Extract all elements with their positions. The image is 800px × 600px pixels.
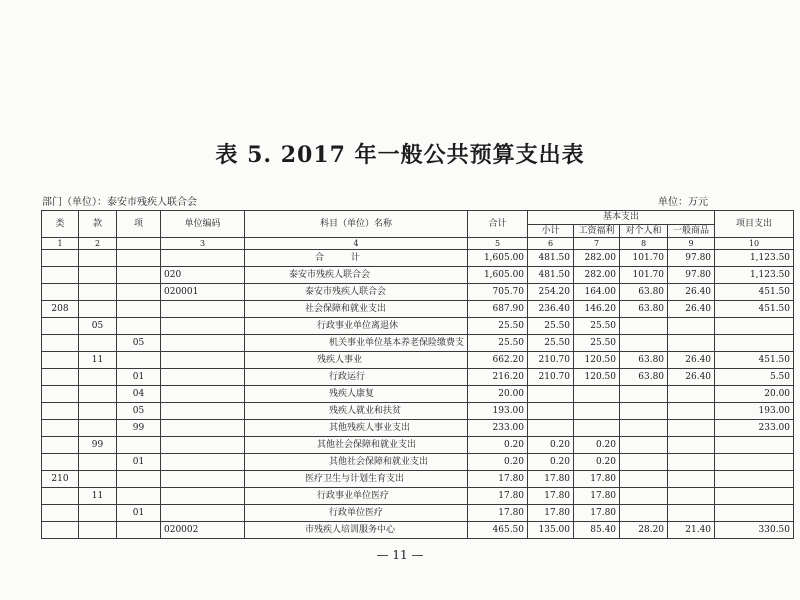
- individual-cell: [620, 335, 668, 352]
- header-general: 一般商品: [668, 225, 715, 238]
- general-cell: 26.40: [668, 301, 715, 318]
- table-row: [42, 301, 794, 318]
- lei-cell: [42, 522, 79, 539]
- individual-cell: [620, 318, 668, 335]
- project-cell: [715, 335, 794, 352]
- project-cell: 193.00: [715, 403, 794, 420]
- general-cell: [668, 471, 715, 488]
- individual-cell: [620, 386, 668, 403]
- header-salary: 工资福利: [574, 225, 620, 238]
- subject-name-cell: 泰安市残疾人联合会: [245, 267, 468, 284]
- project-cell: 1,123.50: [715, 267, 794, 284]
- salary-cell: [574, 420, 620, 437]
- index-cell: 9: [668, 238, 715, 250]
- kuan-cell: [79, 267, 117, 284]
- individual-cell: [620, 403, 668, 420]
- subtotal-cell: 481.50: [528, 267, 574, 284]
- salary-cell: 0.20: [574, 454, 620, 471]
- subject-name-cell: 其他社会保障和就业支出: [245, 437, 468, 454]
- salary-cell: 25.50: [574, 318, 620, 335]
- table-row: [42, 386, 794, 403]
- general-cell: 97.80: [668, 267, 715, 284]
- total-cell: 25.50: [468, 335, 528, 352]
- kuan-cell: [79, 505, 117, 522]
- salary-cell: 85.40: [574, 522, 620, 539]
- table-row: [42, 454, 794, 471]
- salary-cell: 120.50: [574, 369, 620, 386]
- subtotal-cell: 0.20: [528, 437, 574, 454]
- subject-name-cell: 残疾人康复: [245, 386, 468, 403]
- individual-cell: [620, 454, 668, 471]
- unit-code-cell: [161, 369, 245, 386]
- project-cell: 20.00: [715, 386, 794, 403]
- header-kuan: 款: [79, 211, 117, 238]
- total-cell: 1,605.00: [468, 250, 528, 267]
- header-row: [42, 211, 794, 225]
- header-total: 合计: [468, 211, 528, 238]
- kuan-cell: [79, 335, 117, 352]
- lei-cell: [42, 437, 79, 454]
- xiang-cell: [117, 318, 161, 335]
- subject-name-cell: 行政事业单位离退休: [245, 318, 468, 335]
- index-cell: [117, 238, 161, 250]
- subject-name-cell: 其他社会保障和就业支出: [245, 454, 468, 471]
- general-cell: [668, 505, 715, 522]
- table-row: [42, 352, 794, 369]
- subtotal-cell: 17.80: [528, 488, 574, 505]
- lei-cell: [42, 386, 79, 403]
- xiang-cell: [117, 437, 161, 454]
- subject-name-cell: 行政单位医疗: [245, 505, 468, 522]
- header-subject: 科目（单位）名称: [245, 211, 468, 238]
- total-cell: 17.80: [468, 505, 528, 522]
- total-cell: 687.90: [468, 301, 528, 318]
- project-cell: 330.50: [715, 522, 794, 539]
- general-cell: [668, 403, 715, 420]
- xiang-cell: [117, 488, 161, 505]
- salary-cell: 120.50: [574, 352, 620, 369]
- unit-code-cell: 020: [161, 267, 245, 284]
- individual-cell: [620, 505, 668, 522]
- subject-name-cell: 残疾人就业和扶贫: [245, 403, 468, 420]
- subject-name-cell: 残疾人事业: [245, 352, 468, 369]
- subtotal-cell: 135.00: [528, 522, 574, 539]
- individual-cell: 63.80: [620, 369, 668, 386]
- kuan-cell: [79, 454, 117, 471]
- table-row: [42, 369, 794, 386]
- table-row: [42, 284, 794, 301]
- individual-cell: 63.80: [620, 301, 668, 318]
- project-cell: [715, 505, 794, 522]
- project-cell: [715, 471, 794, 488]
- salary-cell: 164.00: [574, 284, 620, 301]
- total-cell: 216.20: [468, 369, 528, 386]
- subtotal-cell: 210.70: [528, 369, 574, 386]
- subject-name-cell: 医疗卫生与计划生育支出: [245, 471, 468, 488]
- xiang-cell: [117, 301, 161, 318]
- subject-name-cell: 机关事业单位基本养老保险缴费支: [245, 335, 468, 352]
- subtotal-cell: 210.70: [528, 352, 574, 369]
- subtotal-cell: 481.50: [528, 250, 574, 267]
- total-cell: 17.80: [468, 488, 528, 505]
- kuan-cell: 05: [79, 318, 117, 335]
- general-cell: [668, 335, 715, 352]
- general-cell: [668, 454, 715, 471]
- total-cell: 0.20: [468, 437, 528, 454]
- subtotal-cell: [528, 403, 574, 420]
- general-cell: 26.40: [668, 369, 715, 386]
- subtotal-cell: 25.50: [528, 335, 574, 352]
- kuan-cell: [79, 522, 117, 539]
- unit-code-cell: [161, 437, 245, 454]
- salary-cell: 17.80: [574, 505, 620, 522]
- total-cell: 662.20: [468, 352, 528, 369]
- header-lei: 类: [42, 211, 79, 238]
- unit-code-cell: [161, 301, 245, 318]
- table-row: [42, 471, 794, 488]
- table-row: [42, 318, 794, 335]
- general-cell: [668, 437, 715, 454]
- project-cell: 233.00: [715, 420, 794, 437]
- general-cell: 26.40: [668, 284, 715, 301]
- lei-cell: [42, 505, 79, 522]
- index-row: [42, 238, 794, 250]
- xiang-cell: [117, 250, 161, 267]
- page-title: 表 5. 2017 年一般公共预算支出表: [215, 142, 585, 168]
- unit-code-cell: [161, 420, 245, 437]
- header-basic: 基本支出: [528, 211, 715, 225]
- lei-cell: [42, 318, 79, 335]
- subject-name-cell: 行政事业单位医疗: [245, 488, 468, 505]
- xiang-cell: 99: [117, 420, 161, 437]
- xiang-cell: 01: [117, 505, 161, 522]
- total-cell: 465.50: [468, 522, 528, 539]
- general-cell: [668, 420, 715, 437]
- table-row: [42, 437, 794, 454]
- project-cell: 5.50: [715, 369, 794, 386]
- individual-cell: 28.20: [620, 522, 668, 539]
- general-cell: 26.40: [668, 352, 715, 369]
- index-cell: 1: [42, 238, 79, 250]
- subtotal-cell: 254.20: [528, 284, 574, 301]
- lei-cell: [42, 454, 79, 471]
- kuan-cell: [79, 250, 117, 267]
- unit-code-cell: [161, 488, 245, 505]
- project-cell: 451.50: [715, 352, 794, 369]
- individual-cell: [620, 420, 668, 437]
- salary-cell: 17.80: [574, 488, 620, 505]
- lei-cell: 208: [42, 301, 79, 318]
- kuan-cell: [79, 471, 117, 488]
- lei-cell: 210: [42, 471, 79, 488]
- unit-code-cell: [161, 352, 245, 369]
- general-cell: 97.80: [668, 250, 715, 267]
- index-cell: 3: [161, 238, 245, 250]
- header-subtotal: 小计: [528, 225, 574, 238]
- kuan-cell: [79, 369, 117, 386]
- index-cell: 10: [715, 238, 794, 250]
- lei-cell: [42, 369, 79, 386]
- index-cell: 8: [620, 238, 668, 250]
- salary-cell: [574, 386, 620, 403]
- kuan-cell: [79, 284, 117, 301]
- index-cell: 5: [468, 238, 528, 250]
- department-label: 部门（单位）：泰安市残疾人联合会: [42, 197, 197, 208]
- subtotal-cell: [528, 386, 574, 403]
- general-cell: [668, 318, 715, 335]
- budget-table: [41, 210, 794, 539]
- table-row: [42, 250, 794, 267]
- individual-cell: 63.80: [620, 284, 668, 301]
- index-cell: 4: [245, 238, 468, 250]
- unit-code-cell: 020001: [161, 284, 245, 301]
- unit-code-cell: [161, 471, 245, 488]
- lei-cell: [42, 488, 79, 505]
- kuan-cell: [79, 301, 117, 318]
- xiang-cell: 01: [117, 454, 161, 471]
- table-row: [42, 420, 794, 437]
- page-number: — 11 —: [376, 548, 424, 562]
- unit-code-cell: [161, 454, 245, 471]
- total-cell: 0.20: [468, 454, 528, 471]
- total-cell: 1,605.00: [468, 267, 528, 284]
- subtotal-cell: 17.80: [528, 471, 574, 488]
- salary-cell: 282.00: [574, 250, 620, 267]
- subject-name-cell: 市残疾人培训服务中心: [245, 522, 468, 539]
- xiang-cell: 04: [117, 386, 161, 403]
- table-row: [42, 335, 794, 352]
- subject-name-cell: 泰安市残疾人联合会: [245, 284, 468, 301]
- subject-name-cell: 其他残疾人事业支出: [245, 420, 468, 437]
- project-cell: [715, 318, 794, 335]
- total-cell: 20.00: [468, 386, 528, 403]
- kuan-cell: 11: [79, 352, 117, 369]
- table-row: [42, 522, 794, 539]
- project-cell: [715, 488, 794, 505]
- salary-cell: 0.20: [574, 437, 620, 454]
- general-cell: [668, 488, 715, 505]
- individual-cell: [620, 488, 668, 505]
- lei-cell: [42, 250, 79, 267]
- index-cell: 2: [79, 238, 117, 250]
- salary-cell: 25.50: [574, 335, 620, 352]
- subject-name-cell: 社会保障和就业支出: [245, 301, 468, 318]
- subtotal-cell: 0.20: [528, 454, 574, 471]
- xiang-cell: 05: [117, 335, 161, 352]
- lei-cell: [42, 335, 79, 352]
- subtotal-cell: 25.50: [528, 318, 574, 335]
- table-row: [42, 403, 794, 420]
- index-cell: 6: [528, 238, 574, 250]
- general-cell: 21.40: [668, 522, 715, 539]
- total-cell: 17.80: [468, 471, 528, 488]
- table-row: [42, 267, 794, 284]
- table-row: [42, 488, 794, 505]
- header-unit-code: 单位编码: [161, 211, 245, 238]
- unit-label: 单位：万元: [658, 197, 708, 208]
- header-individual: 对个人和: [620, 225, 668, 238]
- table-row: [42, 505, 794, 522]
- salary-cell: 146.20: [574, 301, 620, 318]
- salary-cell: 17.80: [574, 471, 620, 488]
- individual-cell: 63.80: [620, 352, 668, 369]
- xiang-cell: 01: [117, 369, 161, 386]
- kuan-cell: [79, 420, 117, 437]
- project-cell: [715, 454, 794, 471]
- unit-code-cell: [161, 386, 245, 403]
- total-cell: 193.00: [468, 403, 528, 420]
- project-cell: 1,123.50: [715, 250, 794, 267]
- subject-name-cell: 合 计: [245, 250, 468, 267]
- project-cell: [715, 437, 794, 454]
- lei-cell: [42, 420, 79, 437]
- unit-code-cell: 020002: [161, 522, 245, 539]
- unit-code-cell: [161, 403, 245, 420]
- unit-code-cell: [161, 250, 245, 267]
- lei-cell: [42, 267, 79, 284]
- individual-cell: [620, 437, 668, 454]
- total-cell: 233.00: [468, 420, 528, 437]
- kuan-cell: 99: [79, 437, 117, 454]
- header-project: 项目支出: [715, 211, 794, 238]
- salary-cell: 282.00: [574, 267, 620, 284]
- xiang-cell: [117, 267, 161, 284]
- individual-cell: 101.70: [620, 250, 668, 267]
- xiang-cell: [117, 522, 161, 539]
- subtotal-cell: [528, 420, 574, 437]
- unit-code-cell: [161, 318, 245, 335]
- individual-cell: [620, 471, 668, 488]
- kuan-cell: 11: [79, 488, 117, 505]
- kuan-cell: [79, 386, 117, 403]
- lei-cell: [42, 284, 79, 301]
- subtotal-cell: 236.40: [528, 301, 574, 318]
- project-cell: 451.50: [715, 301, 794, 318]
- index-cell: 7: [574, 238, 620, 250]
- total-cell: 705.70: [468, 284, 528, 301]
- unit-code-cell: [161, 335, 245, 352]
- unit-code-cell: [161, 505, 245, 522]
- xiang-cell: [117, 352, 161, 369]
- project-cell: 451.50: [715, 284, 794, 301]
- general-cell: [668, 386, 715, 403]
- individual-cell: 101.70: [620, 267, 668, 284]
- salary-cell: [574, 403, 620, 420]
- lei-cell: [42, 352, 79, 369]
- lei-cell: [42, 403, 79, 420]
- subtotal-cell: 17.80: [528, 505, 574, 522]
- kuan-cell: [79, 403, 117, 420]
- header-xiang: 项: [117, 211, 161, 238]
- total-cell: 25.50: [468, 318, 528, 335]
- subject-name-cell: 行政运行: [245, 369, 468, 386]
- xiang-cell: 05: [117, 403, 161, 420]
- xiang-cell: [117, 284, 161, 301]
- xiang-cell: [117, 471, 161, 488]
